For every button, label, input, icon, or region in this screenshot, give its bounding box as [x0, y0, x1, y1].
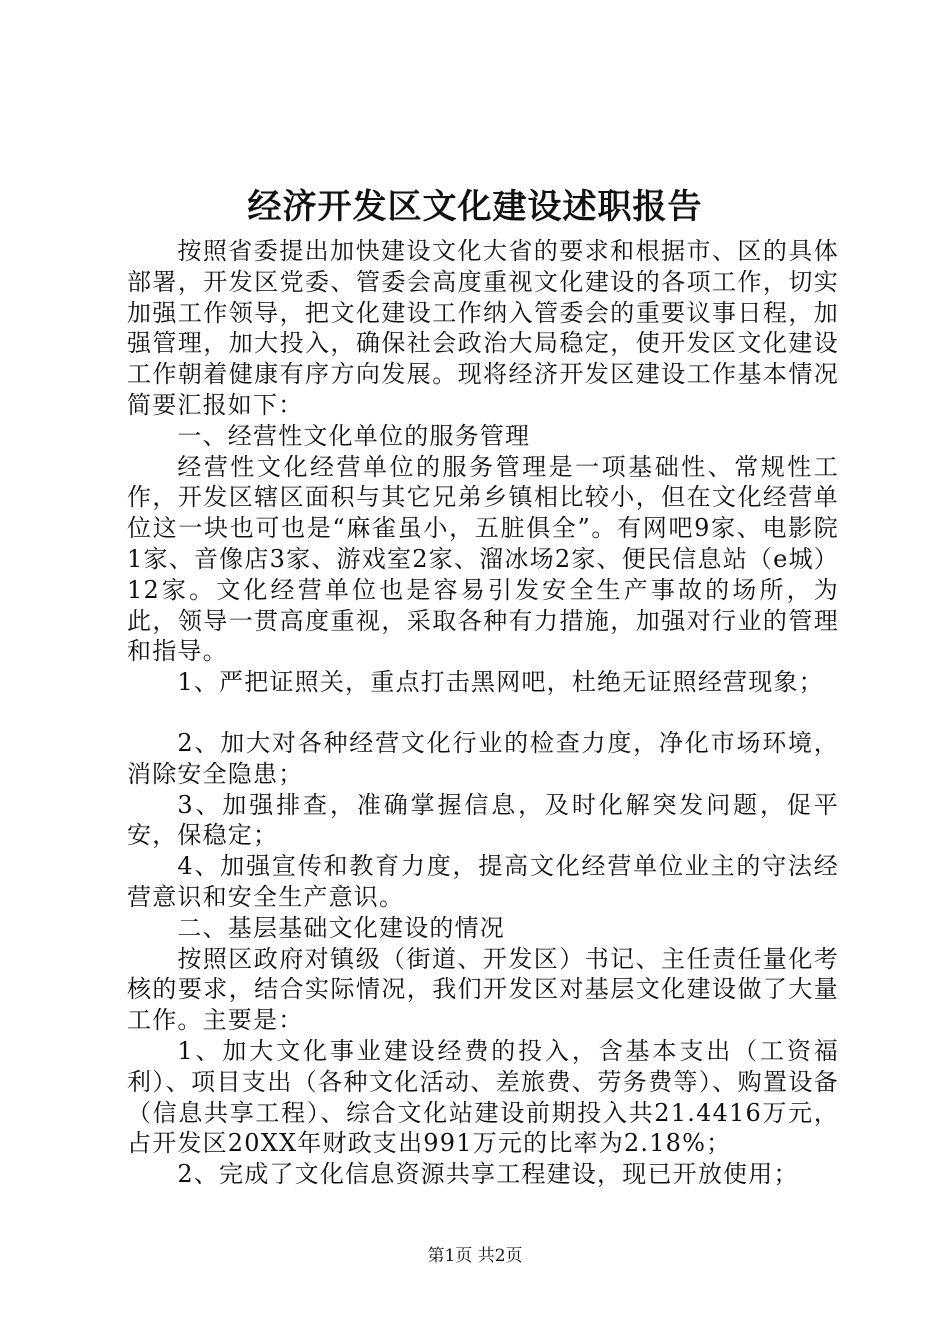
- paragraph-section-1: 经营性文化经营单位的服务管理是一项基础性、常规性工作，开发区辖区面积与其它兄弟乡镇相比较小，但在文化经营单位这一块也可也是“麻雀虽小，五脏俱全”。有网吧9家、电影院1家、音像店3家、游戏室2家、溜冰场2家、便民信息站（e城）12家。文化经营单位也是容易引发安全生产事故的场所，为此，领导一贯高度重视，采取各种有力措施，加强对行业的管理和指导。: [127, 452, 839, 666]
- list-item-1-4: 4、加强宣传和教育力度，提高文化经营单位业主的守法经营意识和安全生产意识。: [127, 852, 839, 911]
- paragraph-intro: 按照省委提出加快建设文化大省的要求和根据市、区的具体部署，开发区党委、管委会高度重视文化建设的各项工作，切实加强工作领导，把文化建设工作纳入管委会的重要议事日程，加强管理，加大投入，确保社会政治大局稳定，使开发区文化建设工作朝着健康有序方向发展。现将经济开发区建设工作基本情况简要汇报如下：: [127, 237, 839, 419]
- section-heading-1: 一、经营性文化单位的服务管理: [177, 421, 531, 450]
- list-item-1-3: 3、加强排查，准确掌握信息，及时化解突发问题，促平安，保稳定；: [127, 790, 839, 850]
- document-body: [127, 236, 839, 1190]
- paragraph-section-2: 按照区政府对镇级（街道、开发区）书记、主任责任量化考核的要求，结合实际情况，我们开发区对基层文化建设做了大量工作。主要是：: [127, 944, 839, 1035]
- section-heading-2: 二、基层基础文化建设的情况: [177, 913, 505, 942]
- document-title: 经济开发区文化建设述职报告: [247, 187, 703, 227]
- list-item-1-2: 2、加大对各种经营文化行业的检查力度，净化市场环境，消除安全隐患；: [127, 728, 839, 788]
- list-item-2-2: 2、完成了文化信息资源共享工程建设，现已开放使用；: [177, 1160, 799, 1189]
- list-item-2-1: 1、加大文化事业建设经费的投入，含基本支出（工资福利）、项目支出（各种文化活动、差旅费、劳务费等）、购置设备（信息共享工程）、综合文化站建设前期投入共21.4416万元，占开发区20XX年财政支出991万元的比率为2.18%；: [127, 1036, 839, 1158]
- list-item-1-1: 1、严把证照关，重点打击黑网吧，杜绝无证照经营现象；: [177, 668, 824, 697]
- page-footer: 第1页 共2页: [427, 1246, 523, 1266]
